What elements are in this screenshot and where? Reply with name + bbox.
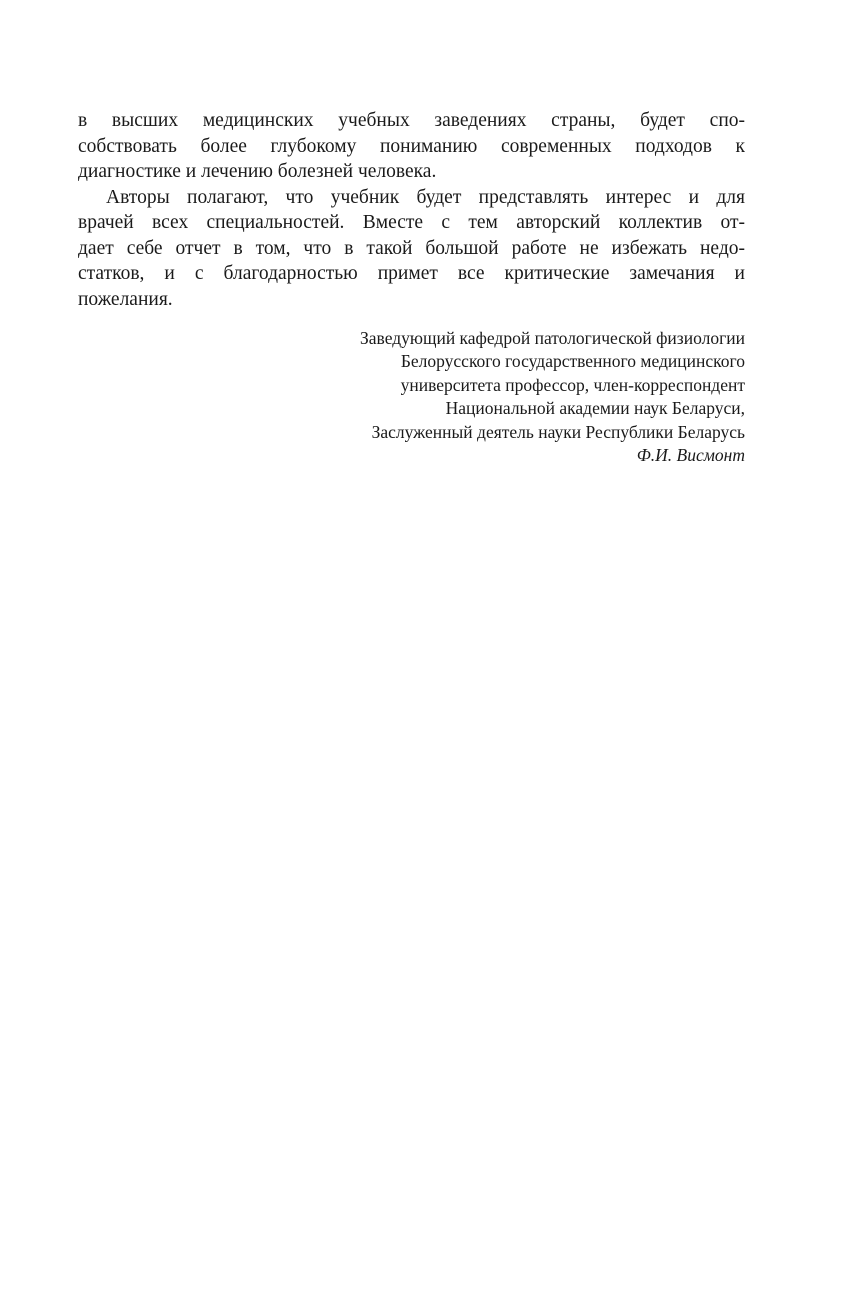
text-line: диагностике и лечению болезней человека. xyxy=(78,161,437,182)
signature-block xyxy=(360,327,745,467)
body-text xyxy=(78,108,745,312)
signature-title-line: Национальной академии наук Беларуси, xyxy=(445,398,745,419)
text-line: собствовать более глубокому пониманию современных подходов к xyxy=(78,135,745,157)
text-line: в высших медицинских учебных заведениях страны, будет спо- xyxy=(78,110,745,131)
text-line: статков, и с благодарностью примет все критические замечания и xyxy=(78,263,745,284)
paragraph-continuation xyxy=(78,108,745,185)
signature-title-line: Белорусского государственного медицинского xyxy=(400,351,745,372)
text-line: врачей всех специальностей. Вместе с тем авторский коллектив от- xyxy=(78,212,745,233)
text-line: дает себе отчет в том, что в такой большой работе не избежать недо- xyxy=(78,237,745,259)
signature-title-line: Заведующий кафедрой патологической физиологии xyxy=(360,328,745,348)
text-line: пожелания. xyxy=(78,288,173,310)
signature-title-line: университета профессор, член-корреспондент xyxy=(400,374,745,395)
text-line: Авторы полагают, что учебник будет представлять интерес и для xyxy=(106,186,745,208)
paragraph-authors xyxy=(78,185,745,313)
signature-title-line: Заслуженный деятель науки Республики Беларусь xyxy=(371,421,745,442)
signature-author-name: Ф.И. Висмонт xyxy=(636,445,745,466)
